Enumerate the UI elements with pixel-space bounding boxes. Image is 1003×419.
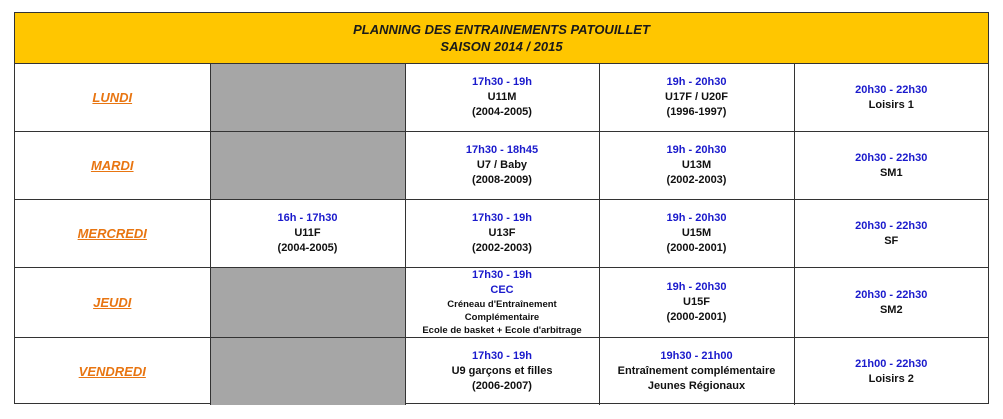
slot-time: 17h30 - 18h45	[465, 144, 539, 156]
schedule-row-mercredi	[15, 200, 988, 268]
slot-line: (2004-2005)	[472, 106, 532, 118]
slot-line: SF	[884, 234, 899, 247]
slot-time: 17h30 - 19h	[472, 212, 532, 224]
slot-time: 20h30 - 22h30	[855, 83, 928, 96]
training-slot	[794, 64, 988, 132]
training-slot	[405, 268, 599, 338]
slot-content	[795, 357, 989, 387]
slot-content	[600, 211, 794, 256]
schedule-row-vendredi	[15, 338, 988, 406]
training-slot	[210, 200, 405, 268]
slot-line: (2002-2003)	[472, 242, 532, 254]
slot-time: 17h30 - 19h	[472, 350, 532, 362]
schedule-row-mardi	[15, 132, 988, 200]
slot-line: U13M	[681, 159, 712, 171]
slot-line: Entraînement complémentaire	[617, 365, 776, 377]
slot-line: (2006-2007)	[472, 380, 532, 392]
slot-note-line: Complémentaire	[464, 312, 540, 323]
day-label: LUNDI	[15, 64, 210, 132]
slot-note-line: Ecole de basket + Ecole d'arbitrage	[422, 325, 582, 336]
day-label: MERCREDI	[15, 200, 210, 268]
slot-time: 19h - 20h30	[666, 212, 727, 224]
training-slot	[599, 132, 794, 200]
slot-line: (2004-2005)	[277, 242, 338, 254]
slot-line: U11F	[294, 227, 321, 239]
slot-time: 19h30 - 21h00	[660, 350, 733, 362]
slot-line: U15M	[681, 227, 712, 239]
schedule-table	[15, 64, 988, 405]
slot-time: 17h30 - 19h	[472, 269, 532, 281]
slot-line: U17F / U20F	[665, 91, 728, 103]
slot-content	[406, 75, 599, 120]
day-label: MARDI	[15, 132, 210, 200]
training-slot	[794, 132, 988, 200]
slot-content	[600, 143, 794, 188]
empty-slot	[210, 132, 405, 200]
slot-line: (2002-2003)	[666, 174, 727, 186]
slot-line: Loisirs 2	[868, 372, 914, 385]
slot-time: 19h - 20h30	[666, 144, 727, 156]
slot-time: 21h00 - 22h30	[855, 357, 928, 370]
empty-slot	[210, 338, 405, 406]
slot-line: Loisirs 1	[868, 98, 914, 111]
slot-content	[600, 75, 794, 120]
training-slot	[599, 268, 794, 338]
training-slot	[794, 200, 988, 268]
slot-content	[406, 211, 599, 256]
slot-time: 17h30 - 19h	[472, 76, 532, 88]
slot-line: (1996-1997)	[666, 106, 727, 118]
slot-note-line: Créneau d'Entraînement	[447, 299, 557, 310]
training-slot	[794, 338, 988, 406]
slot-content	[795, 83, 989, 113]
slot-content	[406, 143, 599, 188]
slot-line: Jeunes Régionaux	[647, 380, 746, 392]
slot-line: U13F	[488, 227, 516, 239]
schedule-sheet	[14, 12, 989, 404]
slot-content	[600, 349, 794, 394]
slot-content	[406, 349, 599, 394]
slot-line: U15F	[683, 296, 710, 308]
slot-line: SM2	[879, 303, 903, 316]
day-label: JEUDI	[15, 268, 210, 338]
slot-content	[211, 211, 405, 256]
slot-line: (2000-2001)	[666, 242, 727, 254]
slot-line: U11M	[487, 91, 517, 103]
slot-time: 16h - 17h30	[277, 212, 338, 224]
schedule-header	[15, 13, 988, 64]
slot-time: 20h30 - 22h30	[855, 219, 928, 232]
slot-line: U7 / Baby	[476, 159, 528, 171]
slot-line: SM1	[879, 166, 903, 179]
training-slot	[405, 64, 599, 132]
schedule-body	[15, 64, 988, 405]
schedule-row-lundi	[15, 64, 988, 132]
slot-time: 20h30 - 22h30	[855, 151, 928, 164]
slot-content	[406, 268, 599, 337]
slot-content	[795, 288, 989, 318]
slot-content	[600, 280, 794, 325]
training-slot	[599, 200, 794, 268]
empty-slot	[210, 268, 405, 338]
slot-time: 20h30 - 22h30	[855, 288, 928, 301]
slot-line: U9 garçons et filles	[451, 365, 553, 377]
slot-content	[795, 151, 989, 181]
training-slot	[599, 338, 794, 406]
schedule-row-jeudi	[15, 268, 988, 338]
empty-slot	[210, 64, 405, 132]
slot-code: CEC	[490, 284, 514, 296]
training-slot	[405, 338, 599, 406]
training-slot	[405, 200, 599, 268]
slot-content	[795, 219, 989, 249]
day-label: VENDREDI	[15, 338, 210, 406]
schedule-title: PLANNING DES ENTRAINEMENTS PATOUILLET	[353, 22, 650, 37]
slot-line: (2000-2001)	[666, 311, 727, 323]
training-slot	[599, 64, 794, 132]
schedule-subtitle: SAISON 2014 / 2015	[440, 39, 563, 54]
slot-line: (2008-2009)	[472, 174, 532, 186]
training-slot	[794, 268, 988, 338]
slot-time: 19h - 20h30	[666, 76, 727, 88]
slot-time: 19h - 20h30	[666, 281, 727, 293]
training-slot	[405, 132, 599, 200]
